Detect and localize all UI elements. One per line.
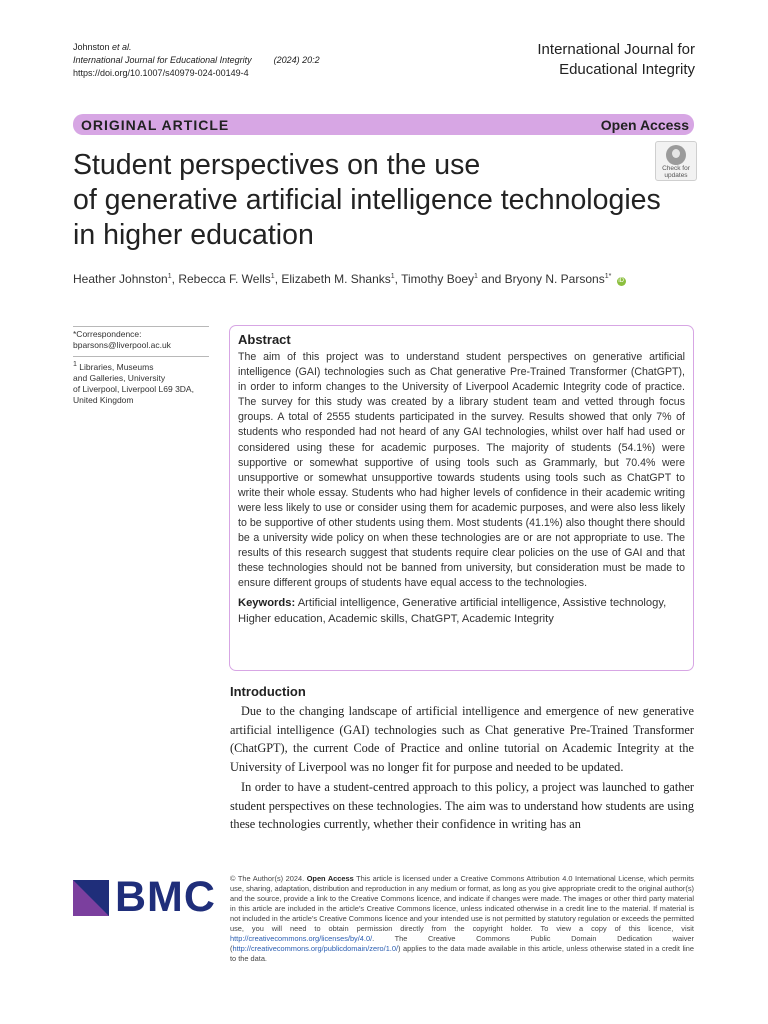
orcid-icon[interactable]: iD <box>618 278 624 284</box>
header-authors: Johnston <box>73 42 113 52</box>
abstract-heading: Abstract <box>238 332 291 347</box>
bmc-logo[interactable] <box>73 873 216 922</box>
keywords-label: Keywords: <box>238 596 296 609</box>
abstract-box <box>229 325 694 671</box>
header-doi[interactable]: https://doi.org/10.1007/s40979-024-00149-4 <box>73 68 249 78</box>
keywords-text: Artificial intelligence, Generative artificial intelligence, Assistive technology, Higher education, Academic skills, ChatGPT, Academic Integrity <box>238 596 667 625</box>
license-statement <box>230 874 694 964</box>
article-type-banner <box>73 114 694 135</box>
license-text: . The Creative Commons Public Domain Dedication waiver ( <box>230 934 694 953</box>
introduction-heading: Introduction <box>230 684 306 699</box>
introduction-paragraph: Due to the changing landscape of artificial intelligence and emergence of new generative artificial intelligence (GAI) technologies such as Chat generative Pre-Trained Transformer (ChatGPT), the current Code of Practice and online tutorial on Academic Integrity at the University of Liverpool was no longer fit for purpose and needed to be updated. <box>230 704 694 774</box>
author-name[interactable]: Timothy Boey <box>401 272 475 286</box>
affiliation-line: of Liverpool, Liverpool L69 3DA, <box>73 383 194 394</box>
affiliation-line: United Kingdom <box>73 394 134 405</box>
article-title <box>73 148 693 253</box>
author-separator: and <box>477 272 505 286</box>
author-affil-sup: 1 <box>167 273 172 280</box>
author-name[interactable]: Rebecca F. Wells <box>178 272 271 286</box>
author-name[interactable]: Elizabeth M. Shanks <box>281 272 391 286</box>
header-et-al: et al. <box>112 42 132 52</box>
running-header <box>73 41 320 80</box>
keywords <box>238 595 685 627</box>
sidebar-divider <box>73 356 209 357</box>
affiliation-line: and Galleries, University <box>73 372 166 383</box>
open-access-label: Open Access <box>600 116 689 133</box>
affiliation-sup: 1 <box>73 360 77 368</box>
article-type-label: ORIGINAL ARTICLE <box>81 116 230 133</box>
title-line3: in higher education <box>73 219 314 251</box>
author-affil-sup: 1 <box>390 273 395 280</box>
license-link[interactable]: http://creativecommons.org/publicdomain/zero/1.0/ <box>232 944 399 953</box>
header-volume: (2024) 20:2 <box>273 55 320 65</box>
affiliation-line: Libraries, Museums <box>76 361 154 372</box>
bmc-logo-icon <box>73 880 109 916</box>
check-for-updates-line1: Check for <box>662 165 690 172</box>
check-for-updates-line2: updates <box>664 172 688 179</box>
license-text: ) applies to the data made available in this article, unless otherwise stated in a credit line to the data. <box>230 944 694 963</box>
check-for-updates-badge[interactable] <box>655 141 697 181</box>
abstract-text: The aim of this project was to understand student perspectives on generative artificial intelligence (GAI) technologies such as Chat generative Pre-Trained Transformer (ChatGPT), in order to inform changes to the University of Liverpool Academic Integrity code of practice. The survey for this study was created by a library student team and vetted through focus groups. A total of 2555 students participated in the survey. Results showed that only 7% of students who responded had not heard of any GAI technologies, whilst over half had used or considered using these for academic purposes. The majority of students (54.1%) were supportive or somewhat supportive of using tools such as Grammarly, but 70.4% were unsupportive or somewhat unsupportive towards students using tools such as ChatGPT to write their whole essay. Students who had higher levels of confidence in their academic writing were less likely to use or consider using them for academic purposes, and were also less likely to be supportive of other students using them. Most students (41.1%) also thought there should be a university wide policy on when these technologies are or are not appropriate to use. The results of this research suggest that students require clear policies on the use of GAI and that these technologies should not be banned from university, but consideration must be made to ensure different groups of students have equal access to the technologies. <box>238 351 685 590</box>
header-journal: International Journal for Educational Integrity <box>73 55 252 65</box>
author-affil-sup: 1 <box>270 273 275 280</box>
license-open-access: Open Access <box>306 874 354 883</box>
correspondence-email[interactable]: bparsons@liverpool.ac.uk <box>73 340 171 350</box>
introduction-body <box>230 702 694 836</box>
correspondence-label: *Correspondence: <box>73 329 142 339</box>
journal-name <box>537 40 695 80</box>
journal-name-line2: Educational Integrity <box>559 61 695 78</box>
check-for-updates-icon <box>666 145 686 165</box>
author-separator: , <box>171 272 179 286</box>
correspondence-sidebar <box>73 326 209 406</box>
journal-name-line1: International Journal for <box>537 41 695 58</box>
license-link[interactable]: http://creativecommons.org/licenses/by/4.0/ <box>230 934 373 943</box>
title-line2: of generative artificial intelligence technologies <box>73 184 661 216</box>
author-name[interactable]: Bryony N. Parsons <box>504 272 605 286</box>
author-affil-sup: 1* <box>604 273 612 280</box>
author-name[interactable]: Heather Johnston <box>73 272 168 286</box>
author-affil-sup: 1 <box>474 273 478 280</box>
author-separator: , <box>274 272 282 286</box>
title-line1: Student perspectives on the use <box>73 149 481 181</box>
author-list <box>73 272 626 286</box>
license-prefix: © The Author(s) 2024. <box>230 874 307 883</box>
bmc-logo-text: BMC <box>115 873 216 921</box>
sidebar-divider <box>73 326 209 327</box>
license-text: This article is licensed under a Creative Commons Attribution 4.0 International License, which permits use, sharing, adaptation, distribution and reproduction in any medium or format, as long as you give appropriate credit to the original author(s) and the source, provide a link to the Creative Commons licence, and indicate if changes were made. The images or other third party material in this article are included in the article’s Creative Commons licence, unless indicated otherwise in a credit line to the material. If material is not included in the article’s Creative Commons licence and your intended use is not permitted by statutory regulation or exceeds the permitted use, you will need to obtain permission directly from the copyright holder. To view a copy of this licence, visit <box>230 874 694 933</box>
author-separator: , <box>394 272 402 286</box>
introduction-paragraph: In order to have a student-centred approach to this policy, a project was launched to gather student perspectives on these technologies. The aim was to understand how students are using these technologies currently, whether their confidence in writing has an <box>230 780 694 831</box>
